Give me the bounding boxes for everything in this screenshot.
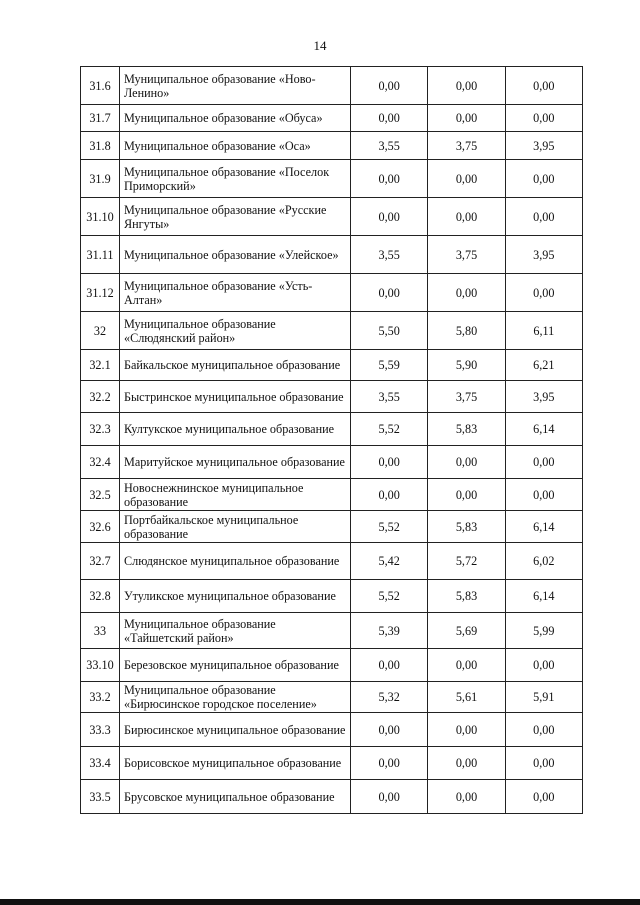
row-value-2: 0,00 xyxy=(428,713,505,747)
row-name: Муниципальное образование «Ново-Ленино» xyxy=(120,67,351,105)
row-number: 32.3 xyxy=(81,413,120,446)
table-row xyxy=(81,312,583,350)
row-name: Новоснежнинское муниципальное образование xyxy=(120,479,351,511)
row-value-3: 6,21 xyxy=(505,350,582,381)
table-row xyxy=(81,413,583,446)
row-name: Березовское муниципальное образование xyxy=(120,649,351,682)
row-value-2: 0,00 xyxy=(428,274,505,312)
row-value-2: 5,83 xyxy=(428,511,505,543)
row-name: Бирюсинское муниципальное образование xyxy=(120,713,351,747)
row-value-1: 3,55 xyxy=(351,132,428,160)
row-number: 31.10 xyxy=(81,198,120,236)
row-value-2: 5,83 xyxy=(428,413,505,446)
row-value-1: 0,00 xyxy=(351,160,428,198)
table-row xyxy=(81,511,583,543)
row-name: Брусовское муниципальное образование xyxy=(120,780,351,814)
table-row xyxy=(81,105,583,132)
row-value-3: 0,00 xyxy=(505,105,582,132)
row-value-1: 5,52 xyxy=(351,580,428,613)
row-value-3: 0,00 xyxy=(505,713,582,747)
row-name: Култукское муниципальное образование xyxy=(120,413,351,446)
table-body xyxy=(81,67,583,814)
table-row xyxy=(81,132,583,160)
row-number: 32.7 xyxy=(81,543,120,580)
row-name: Борисовское муниципальное образование xyxy=(120,747,351,780)
row-value-3: 0,00 xyxy=(505,67,582,105)
table-row xyxy=(81,682,583,713)
row-value-1: 3,55 xyxy=(351,381,428,413)
row-number: 32.6 xyxy=(81,511,120,543)
row-name: Муниципальное образование «Оса» xyxy=(120,132,351,160)
row-number: 31.9 xyxy=(81,160,120,198)
row-number: 31.12 xyxy=(81,274,120,312)
row-value-2: 5,90 xyxy=(428,350,505,381)
row-value-3: 0,00 xyxy=(505,446,582,479)
row-value-1: 0,00 xyxy=(351,479,428,511)
row-number: 31.6 xyxy=(81,67,120,105)
row-number: 32.2 xyxy=(81,381,120,413)
table-row xyxy=(81,236,583,274)
row-number: 32.5 xyxy=(81,479,120,511)
row-name: Портбайкальское муниципальное образование xyxy=(120,511,351,543)
row-value-2: 0,00 xyxy=(428,649,505,682)
page-number: 14 xyxy=(313,38,327,53)
row-name: Муниципальное образование «Русские Янгуты» xyxy=(120,198,351,236)
row-value-3: 0,00 xyxy=(505,198,582,236)
row-value-1: 5,59 xyxy=(351,350,428,381)
row-value-2: 3,75 xyxy=(428,132,505,160)
row-number: 33.4 xyxy=(81,747,120,780)
row-name: Быстринское муниципальное образование xyxy=(120,381,351,413)
row-number: 33.2 xyxy=(81,682,120,713)
row-value-2: 0,00 xyxy=(428,479,505,511)
row-value-2: 0,00 xyxy=(428,160,505,198)
table-row xyxy=(81,67,583,105)
table-row xyxy=(81,580,583,613)
row-name: Байкальское муниципальное образование xyxy=(120,350,351,381)
row-name: Муниципальное образование «Тайшетский район» xyxy=(120,613,351,649)
row-value-3: 0,00 xyxy=(505,780,582,814)
row-value-2: 5,72 xyxy=(428,543,505,580)
table-row xyxy=(81,446,583,479)
table-row xyxy=(81,543,583,580)
row-value-2: 0,00 xyxy=(428,198,505,236)
row-value-1: 0,00 xyxy=(351,747,428,780)
table-row xyxy=(81,479,583,511)
row-value-3: 0,00 xyxy=(505,274,582,312)
row-number: 32.4 xyxy=(81,446,120,479)
row-value-3: 5,91 xyxy=(505,682,582,713)
row-value-1: 5,52 xyxy=(351,413,428,446)
row-number: 33.10 xyxy=(81,649,120,682)
table-row xyxy=(81,198,583,236)
row-number: 32.8 xyxy=(81,580,120,613)
table-row xyxy=(81,160,583,198)
row-name: Муниципальное образование «Усть-Алтан» xyxy=(120,274,351,312)
row-value-3: 6,02 xyxy=(505,543,582,580)
table-row xyxy=(81,713,583,747)
row-name: Муниципальное образование «Слюдянский район» xyxy=(120,312,351,350)
row-name: Слюдянское муниципальное образование xyxy=(120,543,351,580)
row-number: 31.8 xyxy=(81,132,120,160)
row-name: Муниципальное образование «Обуса» xyxy=(120,105,351,132)
row-value-2: 0,00 xyxy=(428,105,505,132)
data-table xyxy=(80,66,583,814)
row-value-1: 0,00 xyxy=(351,649,428,682)
row-number: 33.5 xyxy=(81,780,120,814)
row-value-2: 5,69 xyxy=(428,613,505,649)
row-value-1: 0,00 xyxy=(351,105,428,132)
row-value-3: 3,95 xyxy=(505,236,582,274)
row-value-3: 6,14 xyxy=(505,413,582,446)
row-value-3: 0,00 xyxy=(505,160,582,198)
row-value-2: 5,61 xyxy=(428,682,505,713)
row-value-1: 0,00 xyxy=(351,446,428,479)
table-row xyxy=(81,613,583,649)
row-value-3: 3,95 xyxy=(505,132,582,160)
row-value-2: 0,00 xyxy=(428,67,505,105)
row-value-1: 5,52 xyxy=(351,511,428,543)
table-row xyxy=(81,350,583,381)
scan-edge-bar xyxy=(0,899,640,905)
row-value-1: 0,00 xyxy=(351,198,428,236)
table-row xyxy=(81,274,583,312)
row-number: 32.1 xyxy=(81,350,120,381)
row-value-1: 0,00 xyxy=(351,67,428,105)
row-number: 32 xyxy=(81,312,120,350)
row-value-3: 5,99 xyxy=(505,613,582,649)
row-name: Муниципальное образование «Улейское» xyxy=(120,236,351,274)
row-name: Маритуйское муниципальное образование xyxy=(120,446,351,479)
row-value-1: 0,00 xyxy=(351,780,428,814)
row-value-3: 3,95 xyxy=(505,381,582,413)
row-number: 33.3 xyxy=(81,713,120,747)
row-value-2: 3,75 xyxy=(428,381,505,413)
table-row xyxy=(81,381,583,413)
row-name: Муниципальное образование «Поселок Приморский» xyxy=(120,160,351,198)
row-number: 31.11 xyxy=(81,236,120,274)
row-value-2: 5,80 xyxy=(428,312,505,350)
row-name: Утуликское муниципальное образование xyxy=(120,580,351,613)
row-value-1: 5,50 xyxy=(351,312,428,350)
row-value-3: 6,14 xyxy=(505,511,582,543)
row-number: 31.7 xyxy=(81,105,120,132)
row-value-3: 6,11 xyxy=(505,312,582,350)
row-value-2: 0,00 xyxy=(428,780,505,814)
row-value-2: 3,75 xyxy=(428,236,505,274)
table-row xyxy=(81,649,583,682)
row-value-3: 0,00 xyxy=(505,747,582,780)
table-row xyxy=(81,780,583,814)
row-value-3: 0,00 xyxy=(505,649,582,682)
row-value-3: 6,14 xyxy=(505,580,582,613)
row-value-1: 0,00 xyxy=(351,713,428,747)
row-number: 33 xyxy=(81,613,120,649)
row-value-1: 5,42 xyxy=(351,543,428,580)
table-row xyxy=(81,747,583,780)
row-value-2: 0,00 xyxy=(428,747,505,780)
row-value-1: 5,32 xyxy=(351,682,428,713)
row-value-1: 0,00 xyxy=(351,274,428,312)
row-value-1: 5,39 xyxy=(351,613,428,649)
row-value-1: 3,55 xyxy=(351,236,428,274)
row-value-3: 0,00 xyxy=(505,479,582,511)
row-value-2: 5,83 xyxy=(428,580,505,613)
row-name: Муниципальное образование «Бирюсинское городское поселение» xyxy=(120,682,351,713)
row-value-2: 0,00 xyxy=(428,446,505,479)
